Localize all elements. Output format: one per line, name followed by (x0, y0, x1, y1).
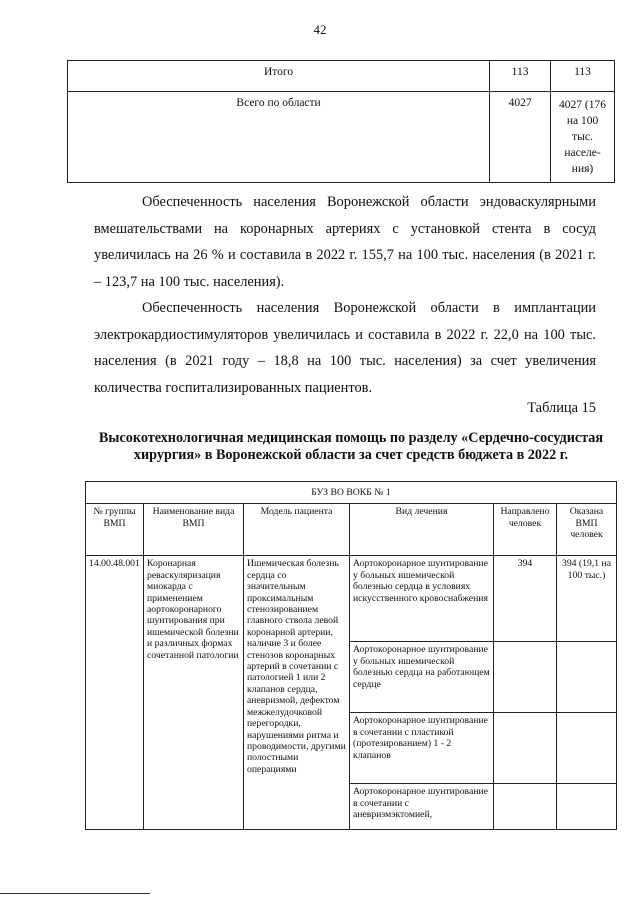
treatment-type: Аортокоронарное шунтирование в сочетании с аневризмэктомией, (350, 784, 494, 830)
paragraph: Обеспеченность населения Воронежской области в имплантации электрокардиостимуляторов увеличилась и составила в 2022 г. 22,0 на 100 тыс. населения (в 2021 году – 18,8 на 100 тыс. населения) за счет увеличения количества госпитализированных пациентов. (94, 300, 596, 396)
sent-count (494, 713, 557, 784)
column-header: № группы ВМП (86, 504, 144, 556)
body-text (94, 189, 596, 401)
summary-label: Всего по области (68, 92, 490, 183)
treatment-type: Аортокоронарное шунтирование у больных ишемической болезнью сердца в условиях искусственного кровоснабжения (350, 556, 494, 642)
vmp-name: Коронарная реваскуляризация миокарда с применением аортокоронарного шунтирования при ишемической болезни и различных формах сочетанной патологии (144, 556, 244, 830)
sent-count (494, 642, 557, 713)
table-row (86, 556, 617, 642)
patient-model: Ишемическая болезнь сердца со значительным проксимальным стенозированием главного ствола левой коронарной артерии, наличие 3 и более стенозов коронарных артерий в сочетании с патологией 1 или 2 клапанов сердца, аневризмой, дефектом межжелудочковой перегородки, нарушениями ритма и проводимости, другими полостными операциями (244, 556, 350, 830)
summary-table (67, 60, 615, 183)
summary-row-total (68, 61, 615, 92)
summary-row-region (68, 92, 615, 183)
summary-value-sent: 4027 (490, 92, 551, 183)
summary-value-sent: 113 (490, 61, 551, 92)
table-title: Высокотехнологичная медицинская помощь по разделу «Сердечно-сосудистая хирургия» в Воронежской области за счет средств бюджета в 2022 г. (98, 430, 604, 463)
column-header: Наименование вида ВМП (144, 504, 244, 556)
column-header: Вид лечения (350, 504, 494, 556)
org-header-row (86, 482, 617, 504)
column-header: Оказана ВМП человек (557, 504, 617, 556)
provided-count (557, 713, 617, 784)
footnote-rule (0, 893, 150, 894)
table-label: Таблица 15 (527, 400, 596, 416)
treatment-type: Аортокоронарное шунтирование в сочетании с пластикой (протезированием) 1 - 2 клапанов (350, 713, 494, 784)
table-header-row (86, 504, 617, 556)
org-header: БУЗ ВО ВОКБ № 1 (86, 482, 617, 504)
page-number: 42 (313, 22, 327, 37)
provided-count: 394 (19,1 на 100 тыс.) (557, 556, 617, 642)
sent-count (494, 784, 557, 830)
summary-value-provided: 4027 (176 на 100 тыс. населе-ния) (551, 92, 615, 183)
provided-count (557, 784, 617, 830)
sent-count: 394 (494, 556, 557, 642)
treatment-type: Аортокоронарное шунтирование у больных ишемической болезнью сердца на работающем сердце (350, 642, 494, 713)
summary-value-provided: 113 (551, 61, 615, 92)
paragraph: Обеспеченность населения Воронежской области эндоваскулярными вмешательствами на коронарных артериях с установкой стента в сосуд увеличилась на 26 % и составила в 2022 г. 155,7 на 100 тыс. населения (в 2021 г. – 123,7 на 100 тыс. населения). (94, 194, 596, 290)
column-header: Модель пациента (244, 504, 350, 556)
column-header: Направлено человек (494, 504, 557, 556)
provided-count (557, 642, 617, 713)
group-code: 14.00.48.001 (86, 556, 144, 830)
summary-label: Итого (68, 61, 490, 92)
vmp-table (85, 481, 617, 830)
